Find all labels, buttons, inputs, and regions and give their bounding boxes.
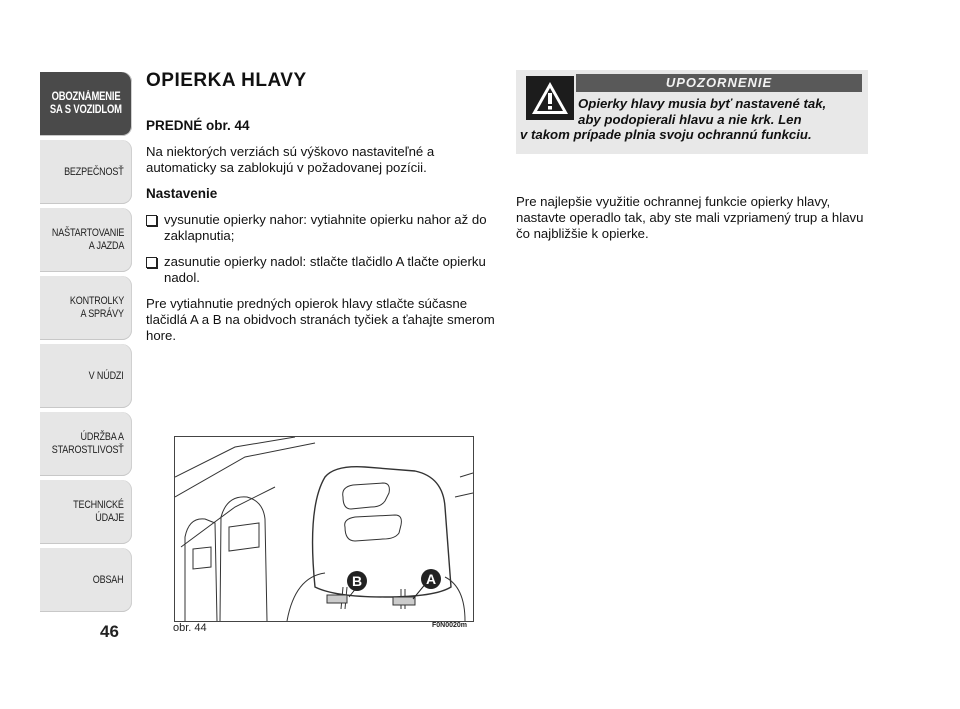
tab-label: A SPRÁVY (80, 308, 124, 320)
warning-text: Opierky hlavy musia byť nastavené tak, aby podopierali hlavu a nie krk. Len v takom prípade plnia svoju ochrannú funkciu. (520, 96, 827, 142)
right-paragraph: Pre najlepšie využitie ochrannej funkcie opierky hlavy, nastavte operadlo tak, aby ste mali vzpriamený trup a hlavu čo najbližšie k opierke. (516, 194, 864, 241)
tab-label: BEZPEČNOSŤ (64, 165, 124, 178)
tab-udrzba[interactable] (40, 412, 132, 476)
setting-heading: Nastavenie (146, 186, 218, 201)
page-title: OPIERKA HLAVY (146, 70, 307, 91)
bullet-item: vysunutie opierky nahor: vytiahnite opierku nahor až do zaklapnutia; (146, 212, 496, 244)
tab-label: NAŠTARTOVANIE (51, 227, 124, 239)
tab-obsah[interactable] (40, 548, 132, 612)
bullet-item: zasunutie opierky nadol: stlačte tlačidlo A tlačte opierku nadol. (146, 254, 496, 286)
tab-label: ÚDRŽBA A (80, 431, 124, 443)
headrest-illustration (174, 436, 474, 622)
figure-label: obr. 44 (173, 622, 207, 634)
tab-label: A JAZDA (88, 240, 124, 252)
removal-paragraph: Pre vytiahnutie predných opierok hlavy stlačte súčasne tlačidlá A a B na obidvoch stranách tyčiek a ťahajte smerom hore. (146, 296, 495, 343)
marker-a: A (425, 571, 437, 587)
tab-v-nudzi[interactable] (40, 344, 132, 408)
tab-bezpecnost[interactable] (40, 140, 132, 204)
tab-technicke[interactable] (40, 480, 132, 544)
tab-label: V NÚDZI (89, 369, 124, 382)
intro-paragraph: Na niektorých verziách sú výškovo nastaviteľné a automaticky sa zablokujú v požadovanej pozícii. (146, 144, 435, 175)
section-subheading: PREDNÉ obr. 44 (146, 118, 250, 133)
tab-oboznamenie[interactable] (40, 72, 132, 136)
tab-label: STAROSTLIVOSŤ (52, 444, 124, 456)
tab-label: ÚDAJE (95, 512, 124, 524)
tab-label: OBSAH (93, 573, 124, 586)
tab-label: OBOZNÁMENIE (51, 91, 121, 103)
warning-box (516, 70, 868, 154)
tab-label: SA S VOZIDLOM (50, 104, 122, 116)
marker-b: B (351, 573, 363, 589)
tab-nastartovanie[interactable] (40, 208, 132, 272)
page-number: 46 (100, 622, 119, 641)
main-column (146, 118, 496, 354)
tab-label: KONTROLKY (69, 295, 124, 307)
figure-code: F0N0020m (432, 622, 468, 629)
tab-kontrolky[interactable] (40, 276, 132, 340)
tab-label: TECHNICKÉ (73, 499, 124, 511)
warning-heading: UPOZORNENIE (576, 74, 862, 92)
